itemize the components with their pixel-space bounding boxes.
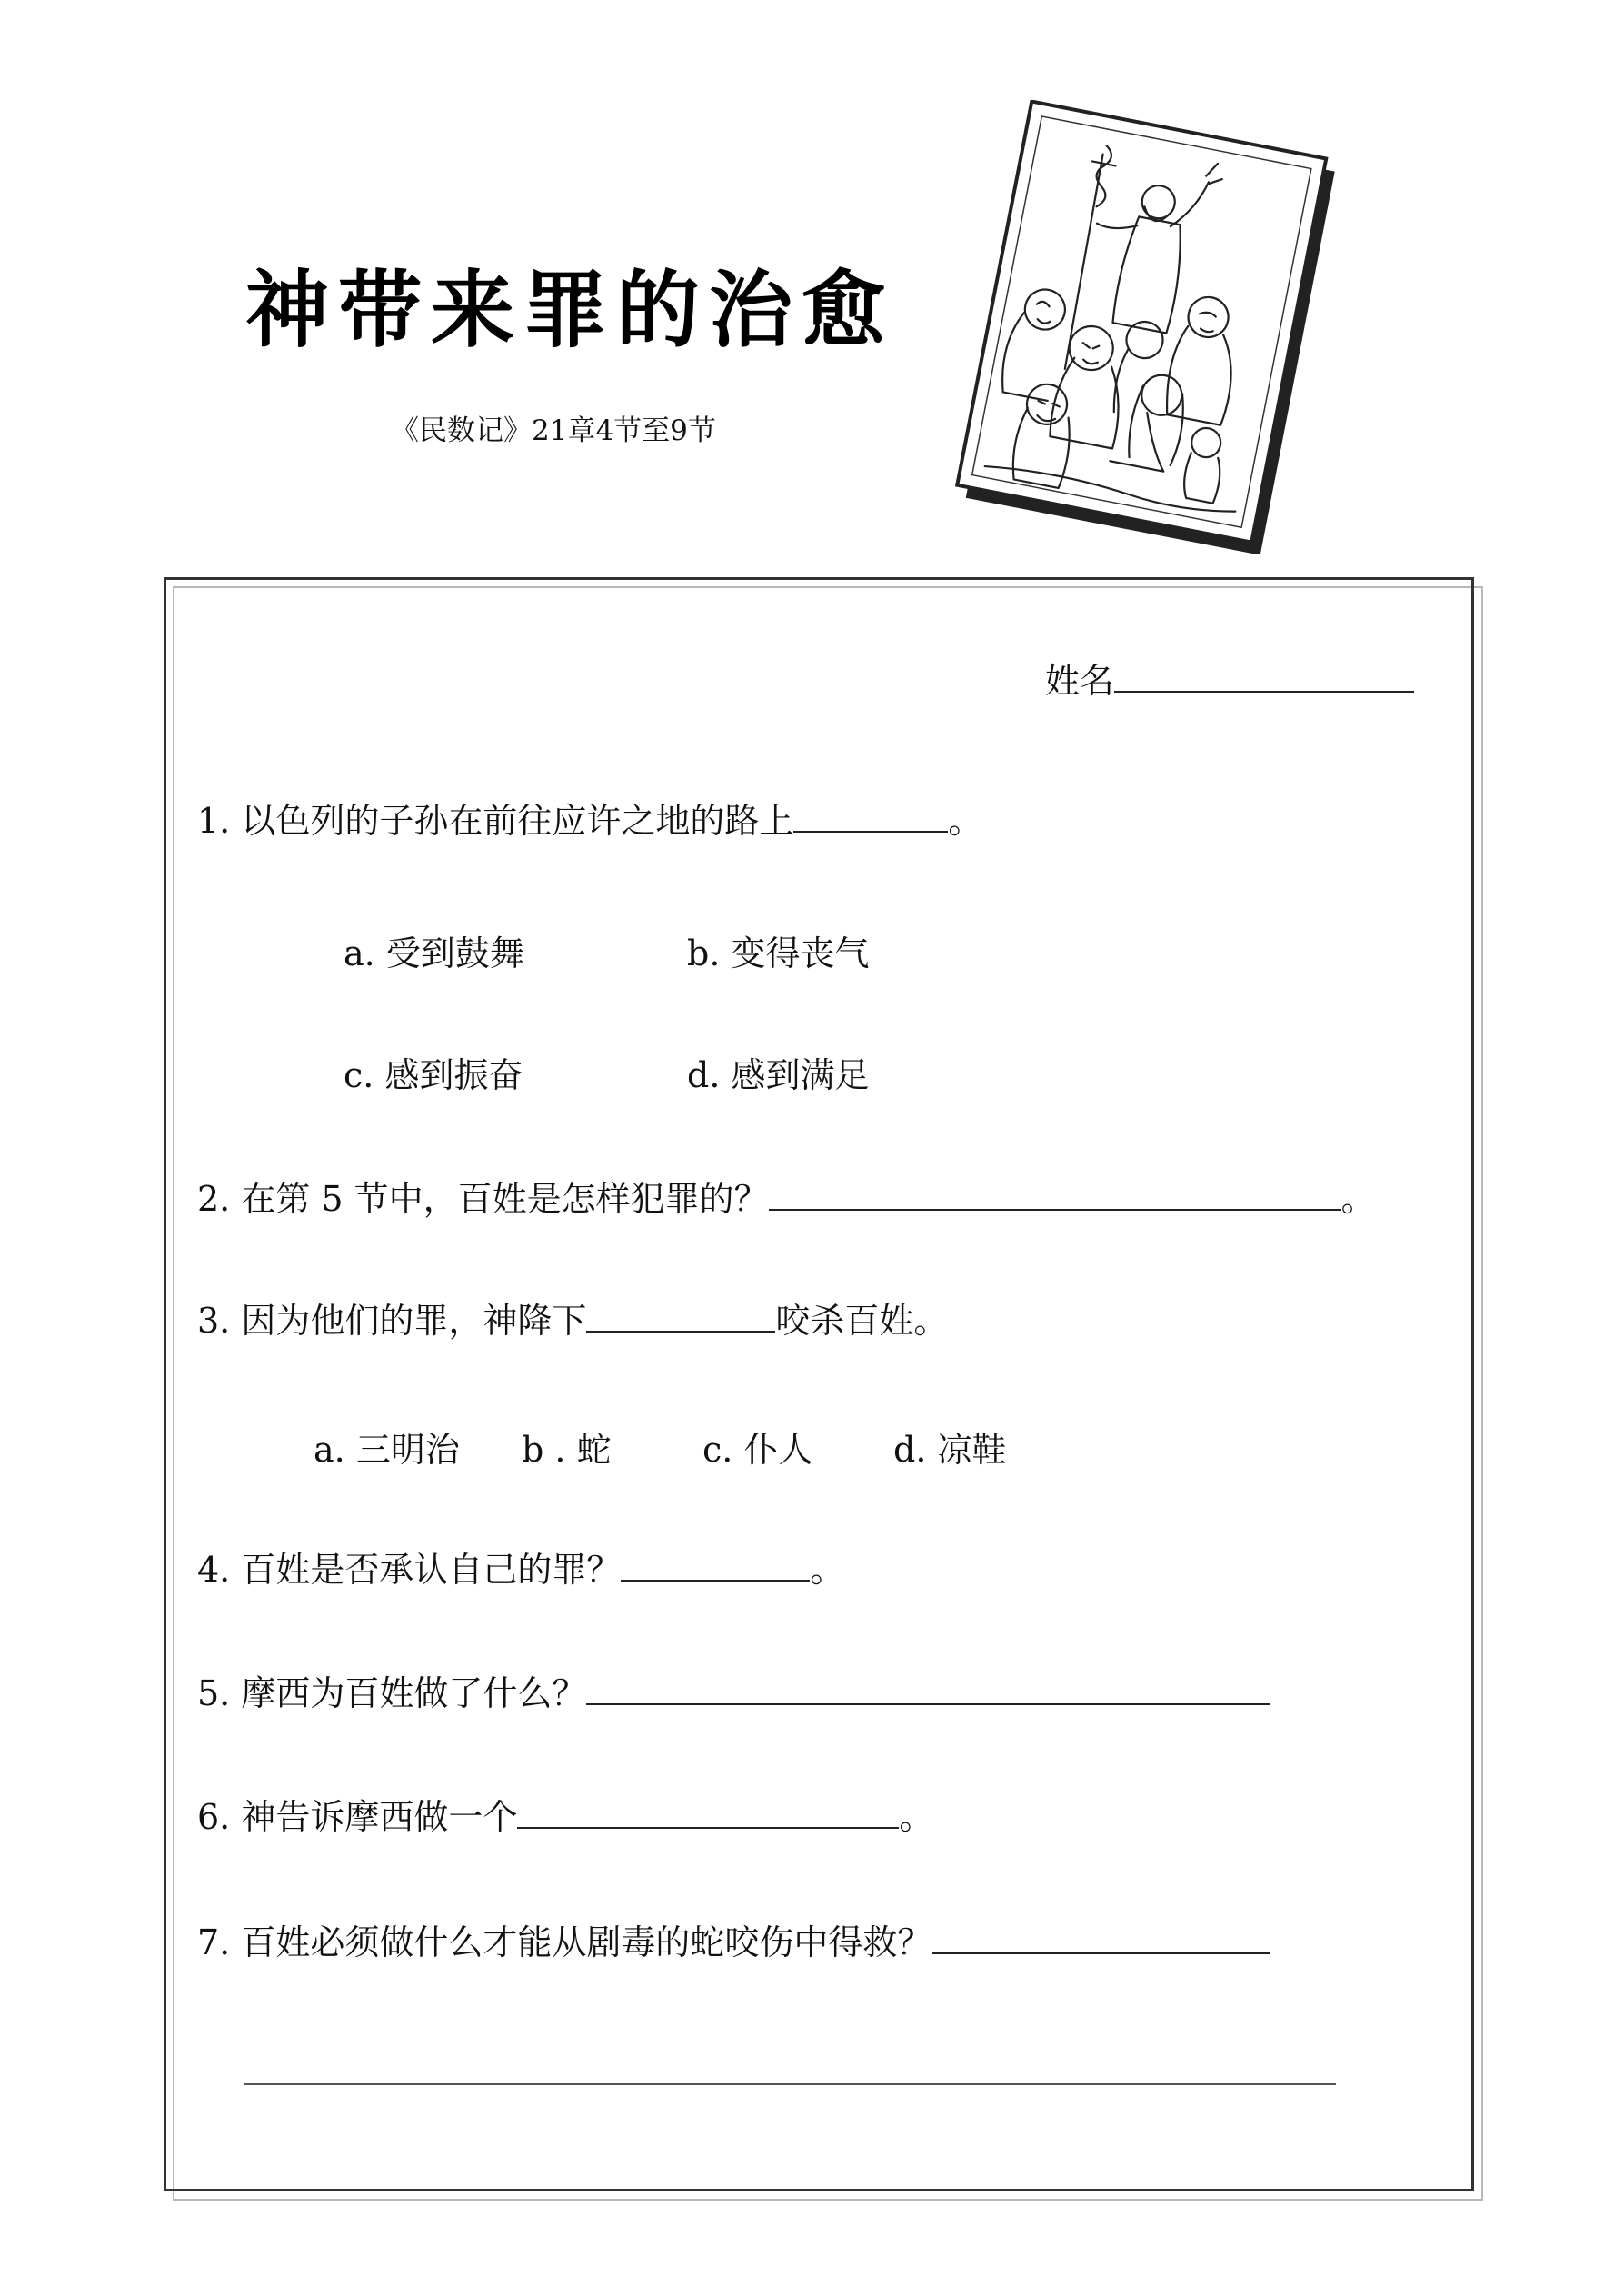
- q3-option-d[interactable]: d. 凉鞋: [893, 1430, 1007, 1470]
- answer-blank-4[interactable]: [621, 1547, 810, 1582]
- worksheet-title: 神带来罪的治愈: [245, 262, 895, 359]
- name-blank[interactable]: [1114, 658, 1414, 693]
- q3-option-c[interactable]: c. 仆人: [702, 1430, 813, 1470]
- answer-blank-2[interactable]: [769, 1176, 1341, 1211]
- answer-blank-1[interactable]: [793, 798, 948, 833]
- question-3: 3. 因为他们的罪，神降下 咬杀百姓。: [197, 1298, 948, 1341]
- answer-line-7-continued[interactable]: [244, 2083, 1336, 2085]
- q1-option-c[interactable]: c. 感到振奋: [344, 1055, 523, 1095]
- q1-option-d[interactable]: d. 感到满足: [687, 1055, 870, 1095]
- answer-blank-7[interactable]: [932, 1920, 1270, 1954]
- answer-blank-6[interactable]: [517, 1794, 899, 1829]
- question-5: 5. 摩西为百姓做了什么？: [197, 1671, 1270, 1713]
- name-row: [1045, 658, 1414, 701]
- scripture-reference: 《民数记》21章4节至9节: [391, 414, 716, 447]
- q3-option-a[interactable]: a. 三明治: [314, 1430, 460, 1470]
- question-6: 6. 神告诉摩西做一个 。: [197, 1794, 933, 1837]
- question-1: 1. 以色列的子孙在前往应许之地的路上 。: [197, 798, 982, 841]
- question-4: 4. 百姓是否承认自己的罪？ 。: [197, 1547, 844, 1590]
- coloring-page-illustration: [936, 100, 1336, 554]
- q3-option-b[interactable]: b . 蛇: [522, 1430, 612, 1470]
- question-2: 2. 在第 5 节中，百姓是怎样犯罪的？ 。: [197, 1176, 1376, 1219]
- name-label: 姓名: [1045, 661, 1115, 701]
- question-7: 7. 百姓必须做什么才能从剧毒的蛇咬伤中得救？: [197, 1920, 1270, 1962]
- q1-option-a[interactable]: a. 受到鼓舞: [344, 933, 524, 973]
- answer-blank-3[interactable]: [586, 1298, 775, 1333]
- answer-blank-5[interactable]: [586, 1671, 1270, 1705]
- q1-option-b[interactable]: b. 变得丧气: [687, 933, 870, 973]
